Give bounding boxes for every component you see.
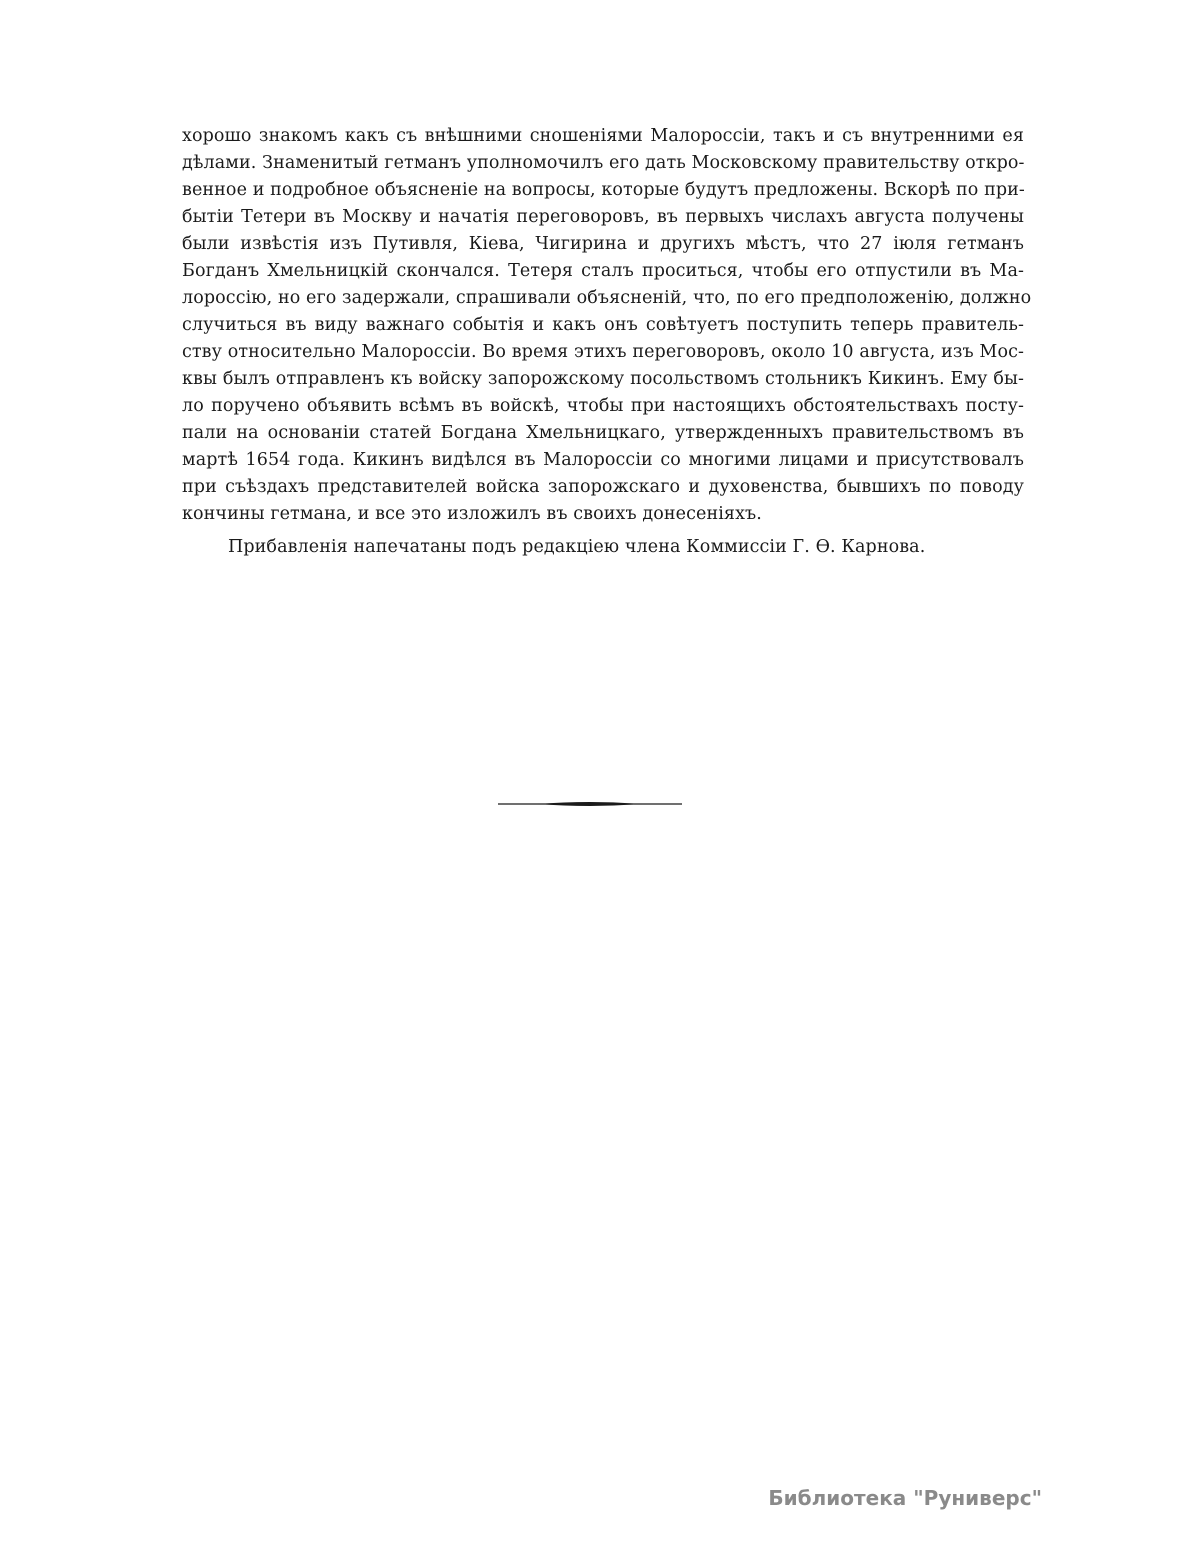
body-text (182, 123, 1032, 561)
text-line: при съѣздахъ представителей войска запорожскаго и духовенства, бывшихъ по поводу (182, 477, 1024, 497)
text-line: бытіи Тетери въ Москву и начатія переговоровъ, въ первыхъ числахъ августа получены (182, 207, 1024, 227)
text-line: квы былъ отправленъ къ войску запорожскому посольствомъ стольникъ Кикинъ. Ему бы- (182, 369, 1024, 389)
text-line: пали на основаніи статей Богдана Хмельницкаго, утвержденныхъ правительствомъ въ (182, 423, 1024, 443)
text-line: ло поручено объявить всѣмъ въ войскѣ, чтобы при настоящихъ обстоятельствахъ посту- (182, 396, 1024, 416)
text-line: Богданъ Хмельницкій скончался. Тетеря сталъ проситься, чтобы его отпустили въ Ма- (182, 261, 1024, 281)
text-line: ству относительно Малороссіи. Во время этихъ переговоровъ, около 10 августа, изъ Мос- (182, 342, 1024, 362)
text-line: были извѣстія изъ Путивля, Кіева, Чигирина и другихъ мѣстъ, что 27 іюля гетманъ (182, 234, 1024, 254)
text-line: венное и подробное объясненіе на вопросы, которые будутъ предложены. Вскорѣ по при- (182, 180, 1025, 200)
divider-ornament-icon (498, 798, 682, 810)
text-line: кончины гетмана, и все это изложилъ въ своихъ донесеніяхъ. (182, 504, 762, 524)
text-line: лороссію, но его задержали, спрашивали объясненій, что, по его предположенію, должно (182, 288, 1032, 308)
text-line: хорошо знакомъ какъ съ внѣшними сношеніями Малороссіи, такъ и съ внутренними ея (182, 126, 1024, 146)
library-watermark: Библиотека "Руниверс" (768, 1486, 1042, 1510)
text-line: мартѣ 1654 года. Кикинъ видѣлся въ Малороссіи со многими лицами и присутствовалъ (182, 450, 1024, 470)
editorial-note: Прибавленія напечатаны подъ редакціею члена Коммиссіи Г. Ѳ. Карнова. (228, 537, 926, 557)
text-line: дѣлами. Знаменитый гетманъ уполномочилъ его дать Московскому правительству откро- (182, 153, 1025, 173)
text-line: случиться въ виду важнаго событія и какъ онъ совѣтуетъ поступить теперь правитель- (182, 315, 1024, 335)
